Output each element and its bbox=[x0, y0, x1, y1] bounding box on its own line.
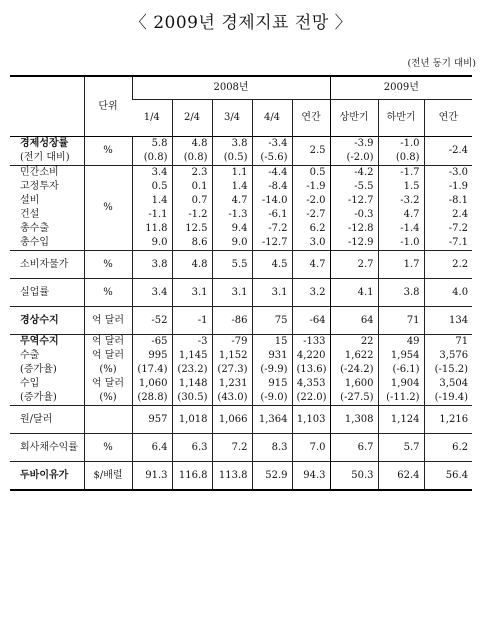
table-cell: 4.7 bbox=[212, 194, 252, 208]
table-cell: -133 bbox=[292, 335, 330, 350]
row-unit: 억 달러 bbox=[84, 335, 132, 350]
table-row-component bbox=[10, 166, 472, 181]
header-q2: 2/4 bbox=[172, 100, 212, 137]
table-cell: 1,364 bbox=[252, 406, 292, 434]
table-cell: 1.4 bbox=[212, 180, 252, 194]
table-cell: (-11.2) bbox=[378, 391, 424, 406]
table-cell: (-6.1) bbox=[378, 363, 424, 377]
table-row-gdp-sub bbox=[10, 151, 472, 166]
cell-gdp-annual-2009: -2.4 bbox=[424, 137, 472, 166]
table-cell: -1.9 bbox=[292, 180, 330, 194]
table-cell: -5.5 bbox=[330, 180, 378, 194]
table-row-trade bbox=[10, 363, 472, 377]
table-cell: 1,152 bbox=[212, 349, 252, 363]
header-q1: 1/4 bbox=[143, 112, 160, 123]
table-cell: 75 bbox=[252, 307, 292, 335]
row-unit: (%) bbox=[84, 363, 132, 377]
row-unit: 억 달러 bbox=[84, 377, 132, 391]
table-cell: 3,576 bbox=[424, 349, 472, 363]
table-cell: (17.4) bbox=[132, 363, 172, 377]
table-cell: -12.9 bbox=[330, 236, 378, 251]
table-cell: -1.2 bbox=[172, 208, 212, 222]
table-cell: 1.4 bbox=[132, 194, 172, 208]
row-label: 총수입 bbox=[20, 237, 49, 248]
table-cell: -1.3 bbox=[212, 208, 252, 222]
table-row-trade bbox=[10, 377, 472, 391]
row-sublabel-gdp: (전기 대비) bbox=[20, 152, 70, 163]
header-unit: 단위 bbox=[84, 76, 132, 137]
table-cell: -1.9 bbox=[424, 180, 472, 194]
table-cell: -3.0 bbox=[424, 166, 472, 181]
table-cell: 7.0 bbox=[292, 434, 330, 462]
table-row-krw-usd bbox=[10, 406, 472, 434]
table-cell: 5.7 bbox=[378, 434, 424, 462]
table-cell: 1,308 bbox=[330, 406, 378, 434]
table-cell: -7.2 bbox=[424, 222, 472, 236]
table-cell: (-24.2) bbox=[330, 363, 378, 377]
cell-gdp-q4: -3.4 bbox=[252, 137, 292, 152]
table-cell: 2.2 bbox=[424, 251, 472, 279]
table-cell: 6.7 bbox=[330, 434, 378, 462]
row-label: 원/달러 bbox=[20, 413, 53, 425]
table-cell: 11.8 bbox=[132, 222, 172, 236]
header-year-2009: 2009년 bbox=[330, 76, 472, 100]
row-unit: $/배럴 bbox=[84, 462, 132, 491]
table-row-component bbox=[10, 222, 472, 236]
table-row-dubai bbox=[10, 462, 472, 491]
row-label: 무역수지 bbox=[20, 336, 59, 347]
table-cell: -6.1 bbox=[252, 208, 292, 222]
table-cell: 134 bbox=[424, 307, 472, 335]
row-unit: (%) bbox=[84, 391, 132, 406]
table-row-current-account bbox=[10, 307, 472, 335]
table-cell: 22 bbox=[330, 335, 378, 350]
table-cell: 1,066 bbox=[212, 406, 252, 434]
table-cell: (13.6) bbox=[292, 363, 330, 377]
table-cell: 1,145 bbox=[172, 349, 212, 363]
table-cell: -12.8 bbox=[330, 222, 378, 236]
table-cell: 71 bbox=[378, 307, 424, 335]
row-label: 경상수지 bbox=[20, 314, 59, 326]
table-cell: -52 bbox=[132, 307, 172, 335]
table-cell: 1,060 bbox=[132, 377, 172, 391]
page-title: 〈 2009년 경제지표 전망 〉 bbox=[129, 13, 353, 33]
table-cell: 0.7 bbox=[172, 194, 212, 208]
row-label: 건설 bbox=[20, 209, 40, 220]
row-label: 민간소비 bbox=[20, 167, 59, 178]
table-cell: 2.3 bbox=[172, 166, 212, 181]
row-label: 회사채수익률 bbox=[20, 441, 78, 453]
row-label: 설비 bbox=[20, 195, 40, 206]
table-cell: 0.1 bbox=[172, 180, 212, 194]
table-cell: 15 bbox=[252, 335, 292, 350]
table-cell: 4.5 bbox=[252, 251, 292, 279]
table-row-unemployment bbox=[10, 279, 472, 307]
table-cell: -1.1 bbox=[132, 208, 172, 222]
row-label: 소비자물가 bbox=[20, 258, 69, 270]
table-cell: -3.2 bbox=[378, 194, 424, 208]
table-cell: 1.5 bbox=[378, 180, 424, 194]
table-cell: 7.2 bbox=[212, 434, 252, 462]
cell-gdp-annual-2008: 2.5 bbox=[292, 137, 330, 166]
cell-gdp-h1-sub: (-2.0) bbox=[330, 151, 378, 166]
row-label: (증가율) bbox=[20, 392, 57, 403]
table-cell: 4.1 bbox=[330, 279, 378, 307]
table-cell: 1,954 bbox=[378, 349, 424, 363]
table-row-gdp bbox=[10, 137, 472, 152]
row-unit: 억 달러 bbox=[84, 349, 132, 363]
table-cell: (-9.9) bbox=[252, 363, 292, 377]
row-label: 수입 bbox=[20, 378, 40, 389]
row-label: 실업률 bbox=[20, 286, 49, 298]
table-cell: 4.7 bbox=[378, 208, 424, 222]
table-cell: 931 bbox=[252, 349, 292, 363]
row-unit-gdp: % bbox=[84, 137, 132, 166]
row-unit: % bbox=[84, 279, 132, 307]
table-cell: 1,103 bbox=[292, 406, 330, 434]
table-cell: -7.1 bbox=[424, 236, 472, 251]
table-cell: 1,231 bbox=[212, 377, 252, 391]
table-cell: -0.3 bbox=[330, 208, 378, 222]
row-label: (증가율) bbox=[20, 364, 57, 375]
table-cell: 5.5 bbox=[212, 251, 252, 279]
table-cell: -7.2 bbox=[252, 222, 292, 236]
table-cell: -79 bbox=[212, 335, 252, 350]
row-unit: 억 달러 bbox=[84, 307, 132, 335]
cell-gdp-q1-sub: (0.8) bbox=[132, 151, 172, 166]
table-cell: -1.0 bbox=[378, 236, 424, 251]
row-unit: % bbox=[84, 434, 132, 462]
table-cell: 3.4 bbox=[132, 279, 172, 307]
table-row-trade bbox=[10, 349, 472, 363]
table-cell: 116.8 bbox=[172, 462, 212, 491]
table-cell: 8.3 bbox=[252, 434, 292, 462]
row-label: 고정투자 bbox=[20, 181, 59, 192]
table-cell: 113.8 bbox=[212, 462, 252, 491]
row-label: 두바이유가 bbox=[20, 469, 69, 481]
table-cell: 9.0 bbox=[212, 236, 252, 251]
table-cell: -1.4 bbox=[378, 222, 424, 236]
table-cell: 3.1 bbox=[172, 279, 212, 307]
cell-gdp-q3-sub: (0.5) bbox=[212, 151, 252, 166]
table-cell: 3.0 bbox=[292, 236, 330, 251]
table-cell: 3.1 bbox=[252, 279, 292, 307]
header-annual-2009: 연간 bbox=[424, 100, 472, 137]
table-cell: 71 bbox=[424, 335, 472, 350]
table-cell: -1 bbox=[172, 307, 212, 335]
table-cell: -64 bbox=[292, 307, 330, 335]
table-cell: 94.3 bbox=[292, 462, 330, 491]
table-cell: 9.0 bbox=[132, 236, 172, 251]
table-cell: 49 bbox=[378, 335, 424, 350]
table-cell: 2.7 bbox=[330, 251, 378, 279]
table-cell: (-27.5) bbox=[330, 391, 378, 406]
table-cell: (43.0) bbox=[212, 391, 252, 406]
table-cell: (22.0) bbox=[292, 391, 330, 406]
economic-outlook-table bbox=[10, 75, 472, 491]
table-cell: 1,124 bbox=[378, 406, 424, 434]
header-q3: 3/4 bbox=[212, 100, 252, 137]
table-cell: 4.7 bbox=[292, 251, 330, 279]
table-cell: 62.4 bbox=[378, 462, 424, 491]
table-cell: 1,148 bbox=[172, 377, 212, 391]
cell-gdp-h1: -3.9 bbox=[330, 137, 378, 152]
table-cell: 64 bbox=[330, 307, 378, 335]
table-cell: 3.8 bbox=[378, 279, 424, 307]
table-cell: 8.6 bbox=[172, 236, 212, 251]
table-cell: -8.4 bbox=[252, 180, 292, 194]
cell-gdp-q2-sub: (0.8) bbox=[172, 151, 212, 166]
table-cell: 4,220 bbox=[292, 349, 330, 363]
table-cell: 0.5 bbox=[292, 166, 330, 181]
header-h2-2009: 하반기 bbox=[378, 100, 424, 137]
table-cell: 3.4 bbox=[132, 166, 172, 181]
table-cell: 6.4 bbox=[132, 434, 172, 462]
table-row-component bbox=[10, 208, 472, 222]
table-cell: 9.4 bbox=[212, 222, 252, 236]
table-cell: 957 bbox=[132, 406, 172, 434]
table-cell: 1,018 bbox=[172, 406, 212, 434]
cell-gdp-h2: -1.0 bbox=[378, 137, 424, 152]
table-cell: 3.2 bbox=[292, 279, 330, 307]
row-label: 총수출 bbox=[20, 223, 49, 234]
table-cell: -4.4 bbox=[252, 166, 292, 181]
header-blank bbox=[10, 76, 84, 137]
table-row-component bbox=[10, 180, 472, 194]
row-unit: % bbox=[84, 166, 132, 251]
table-cell: (28.8) bbox=[132, 391, 172, 406]
table-cell: -12.7 bbox=[330, 194, 378, 208]
table-cell: 1,904 bbox=[378, 377, 424, 391]
table-row-component bbox=[10, 194, 472, 208]
table-cell: -14.0 bbox=[252, 194, 292, 208]
table-cell: -12.7 bbox=[252, 236, 292, 251]
table-row-component bbox=[10, 236, 472, 251]
table-cell: 91.3 bbox=[132, 462, 172, 491]
table-row-corp-bond bbox=[10, 434, 472, 462]
cell-gdp-q4-sub: (-5.6) bbox=[252, 151, 292, 166]
table-row-trade bbox=[10, 391, 472, 406]
table-cell: 2.4 bbox=[424, 208, 472, 222]
table-row-cpi bbox=[10, 251, 472, 279]
unit-note: (전년 동기 대비) bbox=[407, 58, 476, 69]
table-cell: 0.5 bbox=[132, 180, 172, 194]
table-cell: 1,622 bbox=[330, 349, 378, 363]
table-cell: 50.3 bbox=[330, 462, 378, 491]
table-cell: -2.7 bbox=[292, 208, 330, 222]
header-h1-2009: 상반기 bbox=[330, 100, 378, 137]
header-year-2008: 2008년 bbox=[132, 76, 330, 100]
header-row-years bbox=[10, 76, 472, 100]
header-annual-2008: 연간 bbox=[292, 100, 330, 137]
table-cell: -4.2 bbox=[330, 166, 378, 181]
table-cell: 995 bbox=[132, 349, 172, 363]
table-cell: 3.1 bbox=[212, 279, 252, 307]
table-cell: 52.9 bbox=[252, 462, 292, 491]
row-unit: % bbox=[84, 251, 132, 279]
table-cell: 1.1 bbox=[212, 166, 252, 181]
row-label: 수출 bbox=[20, 350, 40, 361]
table-cell: -8.1 bbox=[424, 194, 472, 208]
table-cell: 915 bbox=[252, 377, 292, 391]
table-row-trade bbox=[10, 335, 472, 350]
table-cell: 4.8 bbox=[172, 251, 212, 279]
table-cell: 56.4 bbox=[424, 462, 472, 491]
table-cell: (-19.4) bbox=[424, 391, 472, 406]
cell-gdp-q3: 3.8 bbox=[212, 137, 252, 152]
table-cell: (23.2) bbox=[172, 363, 212, 377]
header-q4: 4/4 bbox=[252, 100, 292, 137]
row-label-gdp: 경제성장률 bbox=[20, 138, 69, 149]
table-cell: 12.5 bbox=[172, 222, 212, 236]
table-cell: 6.2 bbox=[424, 434, 472, 462]
table-cell: (-15.2) bbox=[424, 363, 472, 377]
table-cell: 4,353 bbox=[292, 377, 330, 391]
cell-gdp-h2-sub: (0.8) bbox=[378, 151, 424, 166]
table-cell: 6.2 bbox=[292, 222, 330, 236]
table-cell: 3.8 bbox=[132, 251, 172, 279]
table-cell: 1.7 bbox=[378, 251, 424, 279]
table-cell: 4.0 bbox=[424, 279, 472, 307]
row-unit bbox=[84, 406, 132, 434]
table-cell: 6.3 bbox=[172, 434, 212, 462]
table-cell: (-9.0) bbox=[252, 391, 292, 406]
table-cell: 1,600 bbox=[330, 377, 378, 391]
table-cell: -65 bbox=[132, 335, 172, 350]
cell-gdp-q2: 4.8 bbox=[172, 137, 212, 152]
table-cell: -86 bbox=[212, 307, 252, 335]
cell-gdp-q1: 5.8 bbox=[132, 137, 172, 152]
table-cell: (27.3) bbox=[212, 363, 252, 377]
table-cell: 1,216 bbox=[424, 406, 472, 434]
table-cell: -1.7 bbox=[378, 166, 424, 181]
table-cell: (30.5) bbox=[172, 391, 212, 406]
table-cell: -2.0 bbox=[292, 194, 330, 208]
table-cell: -3 bbox=[172, 335, 212, 350]
table-cell: 3,504 bbox=[424, 377, 472, 391]
